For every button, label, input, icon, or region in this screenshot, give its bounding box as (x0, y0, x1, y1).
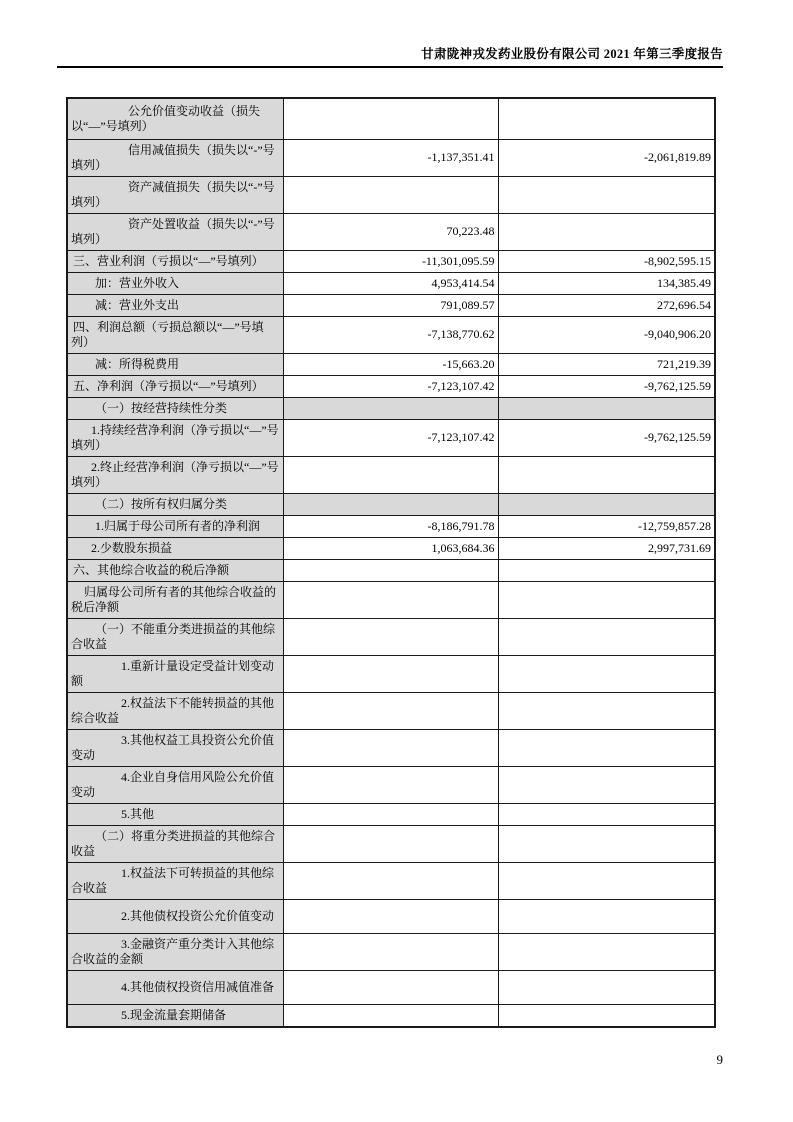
row-value-current-period: 1,063,684.36 (283, 537, 498, 559)
row-label: 1.权益法下可转损益的其他综合收益 (67, 862, 283, 899)
row-label: 4.企业自身信用风险公允价值变动 (67, 766, 283, 803)
row-label: 1.归属于母公司所有者的净利润 (67, 515, 283, 537)
row-value-prior-period (498, 397, 715, 419)
row-value-current-period (283, 559, 498, 581)
row-value-current-period (283, 729, 498, 766)
row-label: （二）按所有权归属分类 (67, 493, 283, 515)
row-value-prior-period (498, 766, 715, 803)
row-value-prior-period: -9,040,906.20 (498, 316, 715, 353)
row-value-prior-period (498, 862, 715, 899)
row-label: 4.其他债权投资信用减值准备 (67, 970, 283, 1004)
table-row (67, 618, 715, 655)
row-value-current-period (283, 655, 498, 692)
table-row (67, 1004, 715, 1027)
row-label: （一）按经营持续性分类 (67, 397, 283, 419)
row-value-prior-period (498, 176, 715, 213)
row-label: 公允价值变动收益（损失以“—”号填列） (67, 98, 283, 139)
row-label: 1.持续经营净利润（净亏损以“—”号填列） (67, 419, 283, 456)
row-value-prior-period (498, 692, 715, 729)
row-value-current-period: -7,138,770.62 (283, 316, 498, 353)
row-value-current-period (283, 98, 498, 139)
row-value-prior-period: -9,762,125.59 (498, 419, 715, 456)
row-label: 资产处置收益（损失以“-”号填列） (67, 213, 283, 250)
row-label: 资产减值损失（损失以“-”号填列） (67, 176, 283, 213)
row-value-current-period (283, 456, 498, 493)
table-row (67, 970, 715, 1004)
report-header-title: 甘肃陇神戎发药业股份有限公司 2021 年第三季度报告 (421, 47, 723, 61)
row-value-current-period (283, 1004, 498, 1027)
table-row (67, 537, 715, 559)
row-label: 六、其他综合收益的税后净额 (67, 559, 283, 581)
table-row (67, 375, 715, 397)
row-label: 减：营业外支出 (67, 294, 283, 316)
table-row (67, 294, 715, 316)
table-row (67, 456, 715, 493)
row-value-prior-period: -2,061,819.89 (498, 139, 715, 176)
row-label: 减：所得税费用 (67, 353, 283, 375)
table-row (67, 803, 715, 825)
row-label: 三、营业利润（亏损以“—”号填列） (67, 250, 283, 272)
table-row (67, 559, 715, 581)
table-row (67, 397, 715, 419)
row-value-prior-period: 134,385.49 (498, 272, 715, 294)
header-divider (57, 66, 723, 68)
row-value-prior-period: -9,762,125.59 (498, 375, 715, 397)
row-value-current-period: 4,953,414.54 (283, 272, 498, 294)
row-value-current-period (283, 397, 498, 419)
table-row (67, 353, 715, 375)
row-value-current-period: -11,301,095.59 (283, 250, 498, 272)
row-value-current-period (283, 825, 498, 862)
row-value-prior-period: -12,759,857.28 (498, 515, 715, 537)
row-value-prior-period (498, 1004, 715, 1027)
row-label: （一）不能重分类进损益的其他综合收益 (67, 618, 283, 655)
table-row (67, 825, 715, 862)
table-row (67, 98, 715, 139)
row-value-prior-period (498, 933, 715, 970)
row-value-current-period (283, 692, 498, 729)
row-value-prior-period (498, 98, 715, 139)
row-value-current-period: -7,123,107.42 (283, 375, 498, 397)
table-row (67, 419, 715, 456)
row-label: 四、利润总额（亏损总额以“—”号填列） (67, 316, 283, 353)
row-value-prior-period (498, 825, 715, 862)
row-value-prior-period (498, 559, 715, 581)
row-value-prior-period (498, 655, 715, 692)
row-label: 加：营业外收入 (67, 272, 283, 294)
table-row (67, 766, 715, 803)
row-value-current-period (283, 899, 498, 933)
row-value-current-period (283, 618, 498, 655)
row-label: 5.其他 (67, 803, 283, 825)
row-value-prior-period (498, 456, 715, 493)
table-row (67, 899, 715, 933)
table-row (67, 862, 715, 899)
table-row (67, 655, 715, 692)
row-value-prior-period (498, 729, 715, 766)
row-value-current-period (283, 581, 498, 618)
table-row (67, 493, 715, 515)
table-row (67, 176, 715, 213)
row-value-current-period (283, 803, 498, 825)
table-row (67, 316, 715, 353)
row-label: 归属母公司所有者的其他综合收益的税后净额 (67, 581, 283, 618)
table-row (67, 250, 715, 272)
table-row (67, 139, 715, 176)
row-value-prior-period (498, 899, 715, 933)
row-value-prior-period (498, 213, 715, 250)
table-row (67, 272, 715, 294)
row-value-prior-period (498, 618, 715, 655)
row-value-current-period (283, 176, 498, 213)
row-value-current-period: 791,089.57 (283, 294, 498, 316)
row-value-current-period: -1,137,351.41 (283, 139, 498, 176)
row-label: 2.其他债权投资公允价值变动 (67, 899, 283, 933)
row-value-current-period (283, 933, 498, 970)
table-row (67, 692, 715, 729)
row-label: 1.重新计量设定受益计划变动额 (67, 655, 283, 692)
row-value-prior-period (498, 493, 715, 515)
row-label: 五、净利润（净亏损以“—”号填列） (67, 375, 283, 397)
table-row (67, 729, 715, 766)
row-value-prior-period (498, 803, 715, 825)
row-value-current-period: 70,223.48 (283, 213, 498, 250)
page-number: 9 (716, 1052, 723, 1067)
row-label: 5.现金流量套期储备 (67, 1004, 283, 1027)
income-statement-table (66, 97, 716, 1028)
table-row (67, 515, 715, 537)
row-label: 2.权益法下不能转损益的其他综合收益 (67, 692, 283, 729)
row-value-current-period (283, 862, 498, 899)
row-value-current-period: -8,186,791.78 (283, 515, 498, 537)
row-value-current-period (283, 970, 498, 1004)
row-value-prior-period: -8,902,595.15 (498, 250, 715, 272)
row-label: 2.少数股东损益 (67, 537, 283, 559)
row-value-current-period (283, 493, 498, 515)
row-label: （二）将重分类进损益的其他综合收益 (67, 825, 283, 862)
row-value-prior-period: 721,219.39 (498, 353, 715, 375)
row-label: 3.金融资产重分类计入其他综合收益的金额 (67, 933, 283, 970)
row-value-prior-period: 272,696.54 (498, 294, 715, 316)
row-label: 2.终止经营净利润（净亏损以“—”号填列） (67, 456, 283, 493)
row-value-current-period: -7,123,107.42 (283, 419, 498, 456)
table-row (67, 213, 715, 250)
row-value-prior-period (498, 970, 715, 1004)
row-label: 3.其他权益工具投资公允价值变动 (67, 729, 283, 766)
row-label: 信用减值损失（损失以“-”号填列） (67, 139, 283, 176)
row-value-current-period: -15,663.20 (283, 353, 498, 375)
table-row (67, 581, 715, 618)
row-value-prior-period (498, 581, 715, 618)
row-value-prior-period: 2,997,731.69 (498, 537, 715, 559)
table-row (67, 933, 715, 970)
row-value-current-period (283, 766, 498, 803)
